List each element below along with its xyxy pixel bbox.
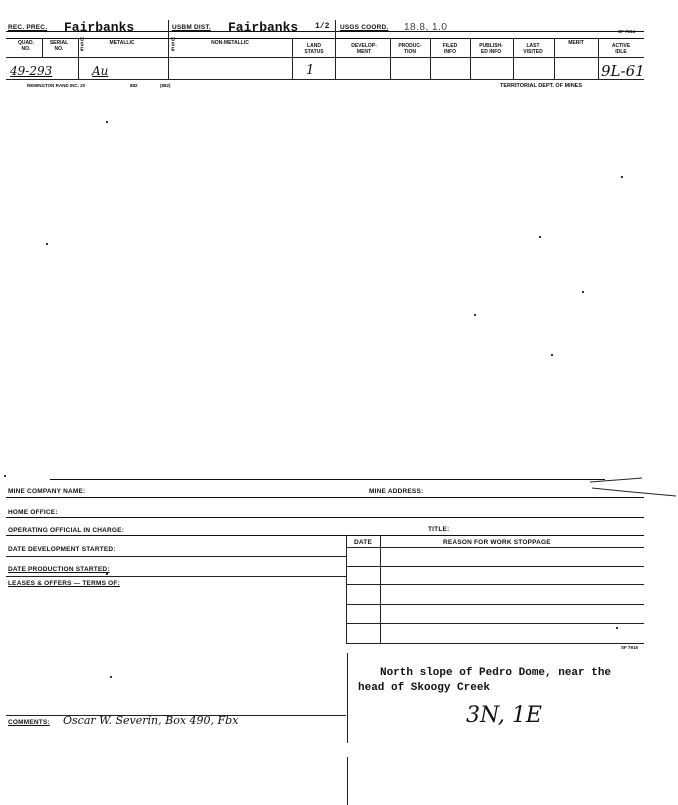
stoppage-row-rule	[346, 623, 644, 624]
column-header-rule	[6, 57, 644, 58]
col-divider	[470, 38, 471, 79]
scan-speck	[621, 176, 623, 178]
col-divider	[292, 38, 293, 79]
stoppage-row-rule	[346, 604, 644, 605]
title-label: TITLE:	[428, 526, 450, 533]
department-imprint: TERRITORIAL DEPT. OF MINES	[500, 83, 582, 89]
curled-edge-line	[590, 478, 642, 482]
record-active-idle: 9L-61	[601, 62, 645, 80]
header-divider	[335, 20, 336, 79]
rule-stoppage-header	[346, 547, 644, 548]
record-quad-serial: 49-293	[10, 64, 53, 78]
scan-speck	[110, 676, 112, 678]
col-land-status: LAND STATUS	[304, 43, 324, 55]
record-land-status: 1	[306, 63, 315, 78]
scan-speck	[4, 475, 6, 477]
usgs-coord-value: 18.8, 1.0	[404, 22, 448, 33]
curled-edge-line	[592, 488, 676, 496]
home-office-label: HOME OFFICE:	[8, 509, 58, 516]
col-production: PRODUC- TION	[398, 43, 422, 55]
printer-code-1: 882	[130, 83, 138, 88]
scan-speck	[106, 573, 108, 575]
rule-mine-company	[6, 497, 644, 498]
note-divider	[347, 653, 348, 743]
col-divider	[598, 38, 599, 79]
printer-imprint: REMINGTON RAND INC. 20	[27, 83, 86, 88]
stoppage-left-border	[346, 535, 347, 644]
col-non-metallic: NON-METALLIC	[211, 40, 249, 46]
stoppage-row-rule	[346, 566, 644, 567]
rec-prec-label: REC. PREC.	[8, 24, 48, 31]
col-quad-no: QUAD. NO.	[17, 40, 35, 52]
date-col-header: DATE	[354, 539, 373, 546]
lower-divider	[347, 757, 348, 805]
usbm-dist-value: Fairbanks	[228, 20, 299, 35]
township-note: 3N, 1E	[466, 703, 542, 728]
date-production-label: DATE PRODUCTION STARTED:	[8, 566, 110, 573]
rec-prec-value: Fairbanks	[64, 20, 135, 35]
col-published-info: PUBLISH- ED INFO	[479, 43, 503, 55]
form-number-top: SF 7914	[618, 29, 636, 34]
record-metallic: Au	[92, 64, 109, 78]
scan-speck	[46, 243, 48, 245]
location-line-2: head of Skoogy Creek	[358, 682, 491, 694]
stoppage-row-rule	[346, 643, 644, 644]
reason-col-header: REASON FOR WORK STOPPAGE	[443, 539, 551, 546]
col-last-visited: LAST VISITED	[523, 43, 543, 55]
col-filed-info: FILED INFO	[442, 43, 458, 55]
header-divider	[168, 20, 169, 79]
form-number-back: SF 7915	[621, 645, 639, 650]
col-metallic: METALLIC	[109, 40, 135, 46]
curled-edge	[590, 470, 678, 500]
scan-speck	[539, 236, 541, 238]
scan-speck	[551, 354, 553, 356]
rule-date-production	[6, 576, 346, 577]
rule-operating-official	[6, 535, 644, 536]
mine-company-label: MINE COMPANY NAME:	[8, 488, 86, 495]
rule-comments	[6, 715, 346, 716]
col-divider	[554, 38, 555, 79]
col-divider	[42, 38, 43, 57]
scan-speck	[616, 627, 618, 629]
col-use-right: U S E	[171, 37, 175, 53]
comments-label: COMMENTS:	[8, 719, 50, 726]
col-divider	[390, 38, 391, 79]
col-development: DEVELOP- MENT	[351, 43, 377, 55]
leases-label: LEASES & OFFERS — TERMS OF:	[8, 580, 120, 587]
col-divider	[513, 38, 514, 79]
usbm-dist-label: USBM DIST.	[172, 24, 211, 31]
date-development-label: DATE DEVELOPMENT STARTED:	[8, 546, 116, 553]
col-serial-no: SERIAL NO.	[49, 40, 69, 52]
stoppage-row-rule	[346, 584, 644, 585]
col-divider	[430, 38, 431, 79]
col-merit: MERIT	[568, 40, 584, 46]
printer-code-2: (882)	[160, 83, 171, 88]
location-line-1: North slope of Pedro Dome, near the	[380, 667, 612, 679]
stoppage-date-divider	[380, 535, 381, 644]
rule-date-development	[6, 556, 346, 557]
mine-address-label: MINE ADDRESS:	[369, 488, 424, 495]
rule-home-office	[6, 517, 644, 518]
comments-value: Oscar W. Severin, Box 490, Fbx	[63, 714, 239, 727]
col-active-idle: ACTIVE IDLE	[611, 43, 631, 55]
back-top-rule	[50, 479, 605, 480]
operating-official-label: OPERATING OFFICIAL IN CHARGE:	[8, 527, 125, 534]
usbm-dist-mark: 1/2	[315, 22, 330, 31]
col-use-left: U S E	[80, 37, 84, 53]
scan-speck	[474, 314, 476, 316]
scan-speck	[582, 291, 584, 293]
header-rule	[6, 38, 644, 39]
usgs-coord-label: USGS COORD.	[340, 24, 389, 31]
col-divider	[78, 38, 79, 79]
record-row-rule	[6, 79, 644, 80]
scan-speck	[106, 121, 108, 123]
